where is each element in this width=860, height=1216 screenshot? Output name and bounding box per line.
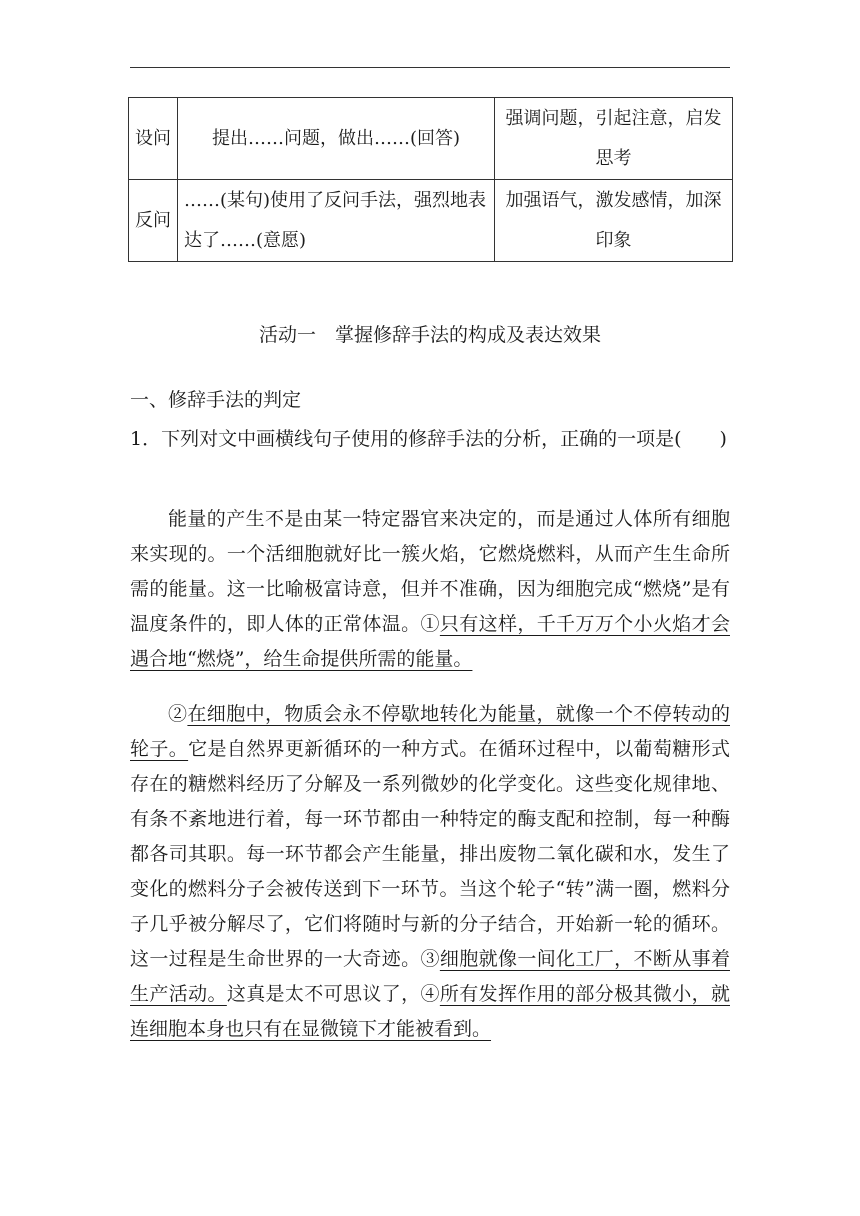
table-row [129,180,733,262]
table-row [129,98,733,180]
underlined-sentence-2: 在细胞中，物质会永不停歇地转化为能量，就像一个不停转动的轮子。 [130,703,730,760]
underlined-sentence-1: 只有这样，千千万万个小火焰才会遇合地“燃烧”，给生命提供所需的能量。 [130,613,730,670]
effect-cell: 加强语气，激发感情，加深印象 [495,180,733,262]
passage-paragraph-2 [130,697,730,1047]
term-cell: 反问 [129,180,178,262]
term-cell: 设问 [129,98,178,180]
rhetoric-table [128,97,733,262]
question-stem: 1．下列对文中画横线句子使用的修辞手法的分析，正确的一项是( ) [130,428,727,450]
passage-paragraph-1 [130,502,730,677]
effect-cell: 强调问题，引起注意，启发思考 [495,98,733,180]
underlined-sentence-4: 所有发挥作用的部分极其微小，就连细胞本身也只有在显微镜下才能被看到。 [130,983,730,1040]
template-cell: ……(某句)使用了反问手法，强烈地表达了……(意愿) [178,180,495,262]
header-rule [130,67,730,68]
passage-text: 它是自然界更新循环的一种方式。在循环过程中，以葡萄糖形式存在的糖燃料经历了分解及一系列微妙的化学变化。这些变化规律地、有条不紊地进行着，每一环节都由一种特定的酶支配和控制，每一种酶都各司其职。每一环节都会产生能量，排出废物二氧化碳和水，发生了变化的燃料分子会被传送到下一环节。当这个轮子“转”满一圈，燃料分子几乎被分解尽了，它们将随时与新的分子结合，开始新一轮的循环。这一过程是生命世界的一大奇迹。③ [130,738,730,970]
underlined-sentence-3: 细胞就像一间化工厂，不断从事着生产活动。 [130,948,730,1005]
passage-text: 这真是太不可思议了，④ [226,983,440,1005]
activity-title: 活动一 掌握修辞手法的构成及表达效果 [258,324,601,346]
passage-text: ② [168,703,188,725]
template-cell: 提出……问题，做出……(回答) [178,98,495,180]
section-title: 一、修辞手法的判定 [130,389,302,411]
passage-text: 能量的产生不是由某一特定器官来决定的，而是通过人体所有细胞来实现的。一个活细胞就好比一簇火焰，它燃烧燃料，从而产生生命所需的能量。这一比喻极富诗意，但并不准确，因为细胞完成“燃烧”是有温度条件的，即人体的正常体温。① [130,508,730,635]
